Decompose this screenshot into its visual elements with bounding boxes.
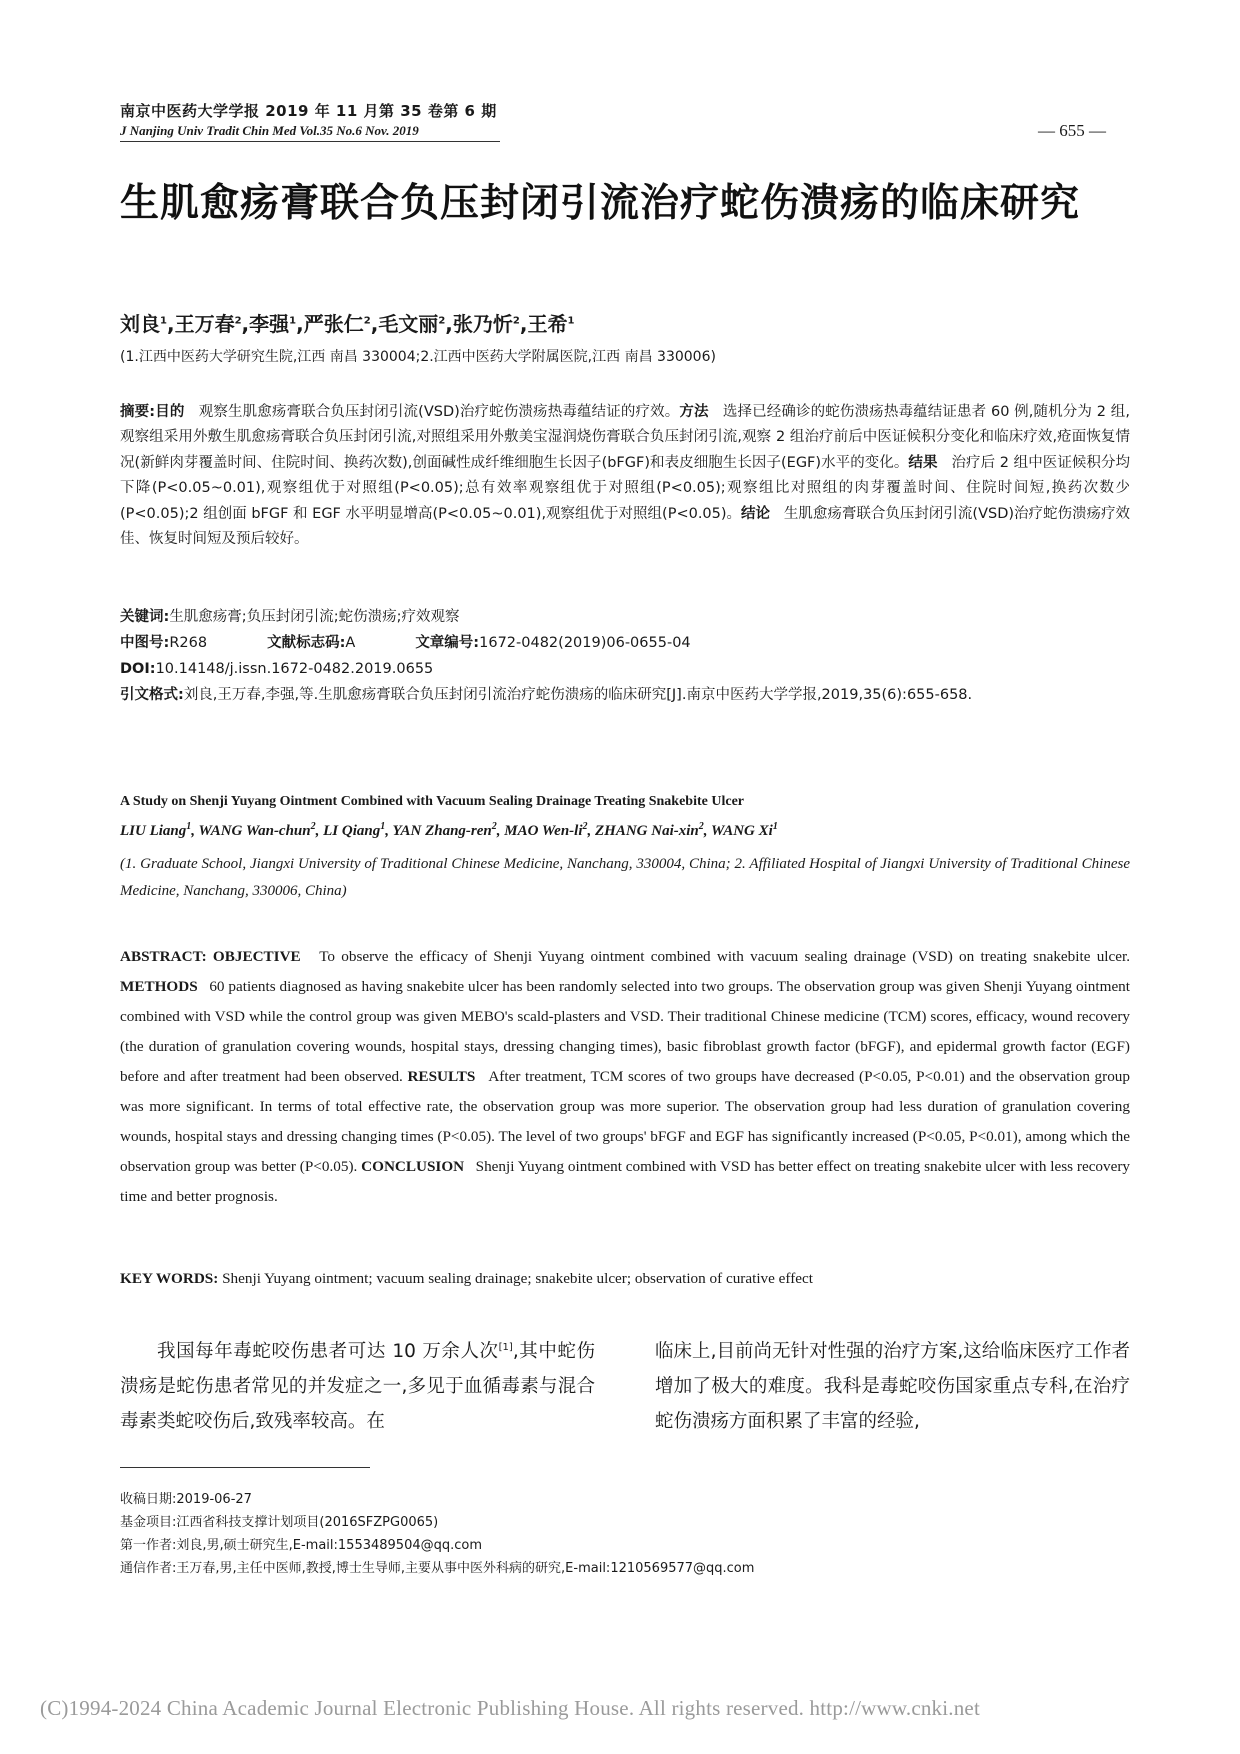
doi-label: DOI: — [120, 661, 156, 677]
reference-1: [1] — [498, 1341, 513, 1353]
doc-code-label: 文献标志码: — [267, 635, 346, 651]
received-date: 收稿日期:2019-06-27 — [120, 1492, 252, 1507]
fund-project: 基金项目:江西省科技支撑计划项目(2016SFZPG0065) — [120, 1515, 439, 1530]
author-en: LIU Liang$^1$ — [120, 821, 192, 839]
objective-label-cn: 目的 — [155, 404, 185, 420]
author-cn: 李强$^1$ — [249, 312, 297, 336]
author-en: YAN Zhang-ren$^2$ — [392, 821, 497, 839]
page-number: — 655 — — [1038, 121, 1106, 140]
body-text-left: 我国每年毒蛇咬伤患者可达 10 万余人次 — [157, 1341, 499, 1362]
footnote-divider — [120, 1467, 370, 1468]
citation-text: 刘良,王万春,李强,等.生肌愈疡膏联合负压封闭引流治疗蛇伤溃疡的临床研究[J].南京中医药大学学报,2019,35(6):655-658. — [183, 687, 973, 703]
results-text-en: After treatment, TCM scores of two groups have decreased (P<0.05, P<0.01) and the observation group was more significant. In terms of total effective rate, the observation group was more superior. The observation group had less duration of granulation covering wounds, hospital stays and dressing changing times (P<0.05). The level of two groups' bFGF and EGF has significantly increased (P<0.05, P<0.01), among which the observation group was better (P<0.05). — [120, 1068, 1130, 1175]
affiliation-en: (1. Graduate School, Jiangxi University of Traditional Chinese Medicine, Nanchang, 330004, China; 2. Affiliated Hospital of Jiangxi University of Traditional Chinese Medicine, Nanchang, 330006, China) — [120, 856, 1130, 899]
keywords-text-cn: 生肌愈疡膏;负压封闭引流;蛇伤溃疡;疗效观察 — [169, 609, 460, 625]
keywords-label-en: KEY WORDS: — [120, 1270, 219, 1287]
results-label-cn: 结果 — [908, 454, 938, 471]
body-column-left — [120, 1334, 595, 1439]
corresponding-author-note: 通信作者:王万春,男,主任中医师,教授,博士生导师,主要从事中医外科病的研究,E-mail:1210569577@qq.com — [120, 1561, 755, 1576]
doc-code-value: A — [345, 635, 356, 651]
journal-header — [120, 100, 500, 142]
affiliation-cn: (1.江西中医药大学研究生院,江西 南昌 330004;2.江西中医药大学附属医院,江西 南昌 330006) — [120, 349, 716, 365]
author-en: MAO Wen-$li^2$ — [504, 821, 588, 839]
results-text-cn: 治疗后 2 组中医证候积分均下降(P<0.05~0.01),观察组优于对照组(P<0.05);总有效率观察组优于对照组(P<0.05);观察组比对照组的肉芽覆盖时间、住院时间短,换药次数少(P<0.05);2 组创面 bFGF 和 EGF 水平明显增高(P<0.05~0.01),观察组优于对照组(P<0.05)。 — [120, 454, 1131, 522]
results-label-en: RESULTS — [407, 1068, 476, 1085]
copyright-watermark: (C)1994-2024 China Academic Journal Electronic Publishing House. All rights reserved. http://www.cnki.net — [40, 1696, 980, 1720]
citation-label: 引文格式: — [120, 687, 184, 703]
authors-en: LIU Liang$^1$, WANG Wan-chun$^2$, LI Qiang$^1$, YAN Zhang-ren$^2$, MAO Wen-$li^2$, ZHANG Nai-xin$^2$, WANG Xi$^1$ — [120, 821, 778, 839]
methods-text-en: 60 patients diagnosed as having snakebite ulcer has been randomly selected into two groups. The observation group was given Shenji Yuyang ointment combined with VSD while the control group was given MEBO's scald-plasters and VSD. Their traditional Chinese medicine (TCM) scores, efficacy, wound recovery (the duration of granulation covering wounds, hospital stays, dressing changing times), basic fibroblast growth factor (bFGF), and epidermal growth factor (EGF) before and after treatment had been observed. — [120, 978, 1130, 1085]
abstract-en — [120, 942, 1130, 1212]
conclusion-label-cn: 结论 — [741, 505, 771, 522]
author-cn: 刘良$^1$ — [120, 312, 167, 336]
doi-value: 10.14148/j.issn.1672-0482.2019.0655 — [155, 661, 434, 677]
journal-name-cn: 南京中医药大学学报 2019 年 11 月第 35 卷第 6 期 — [120, 102, 497, 120]
objective-label-en: OBJECTIVE — [212, 948, 301, 965]
author-en: LI Qiang$^1$ — [323, 821, 386, 839]
author-cn: 严张仁$^2$ — [303, 312, 371, 336]
abstract-label-en: ABSTRACT: — [120, 948, 207, 965]
authors-cn: 刘良$^1$,王万春$^2$,李强$^1$,严张仁$^2$,毛文丽$^2$,张乃忻$^2$,王希$^1$ — [120, 312, 575, 336]
author-cn: 张乃忻$^2$ — [452, 312, 520, 336]
citation-row — [120, 683, 1130, 708]
author-en: WANG Wan-chun$^2$ — [198, 821, 316, 839]
keywords-en — [120, 1270, 1130, 1288]
conclusion-label-en: CONCLUSION — [361, 1158, 465, 1175]
author-cn: 王希$^1$ — [527, 312, 575, 336]
author-en: ZHANG Nai-xin$^2$ — [595, 821, 704, 839]
objective-text-en: To observe the efficacy of Shenji Yuyang ointment combined with vacuum sealing drainage (VSD) on treating snakebite ulcer. — [319, 948, 1131, 965]
journal-name-en: J Nanjing Univ Tradit Chin Med Vol.35 No.6 Nov. 2019 — [120, 123, 500, 142]
body-column-right: 临床上,目前尚无针对性强的治疗方案,这给临床医疗工作者增加了极大的难度。我科是毒蛇咬伤国家重点专科,在治疗蛇伤溃疡方面积累了丰富的经验, — [655, 1341, 1130, 1432]
keywords-cn — [120, 605, 1130, 630]
footnotes — [120, 1488, 1130, 1580]
body-text-left-cont: ,其中蛇伤溃疡是蛇伤患者常见的并发症之一,多见于血循毒素与混合毒素类蛇咬伤后,致残率较高。在 — [120, 1341, 595, 1432]
methods-text-cn: 选择已经确诊的蛇伤溃疡热毒蕴结证患者 60 例,随机分为 2 组,观察组采用外敷生肌愈疡膏联合负压封闭引流,对照组采用外敷美宝湿润烧伤膏联合负压封闭引流,观察 2 组治疗前后中医证候积分变化和临床疗效,疮面恢复情况(新鲜肉芽覆盖时间、住院时间、换药次数),创面碱性成纤维细胞生长因子(bFGF)和表皮细胞生长因子(EGF)水平的变化。 — [120, 404, 1131, 471]
article-title-en: A Study on Shenji Yuyang Ointment Combined with Vacuum Sealing Drainage Treating Snakebite Ulcer — [120, 794, 745, 809]
author-cn: 毛文丽$^2$ — [378, 312, 446, 336]
conclusion-text-en: Shenji Yuyang ointment combined with VSD has better effect on treating snakebite ulcer with less recovery time and better prognosis. — [120, 1158, 1131, 1205]
article-title-cn: 生肌愈疡膏联合负压封闭引流治疗蛇伤溃疡的临床研究 — [120, 181, 1081, 226]
author-en: WANG Xi$^1$ — [711, 821, 778, 839]
clc-label: 中图号: — [120, 635, 170, 651]
clc-value: R268 — [169, 635, 208, 651]
keywords-text-en: Shenji Yuyang ointment; vacuum sealing drainage; snakebite ulcer; observation of curative effect — [222, 1270, 813, 1287]
conclusion-text-cn: 生肌愈疡膏联合负压封闭引流(VSD)治疗蛇伤溃疡疗效佳、恢复时间短及预后较好。 — [120, 505, 1131, 548]
first-author-note: 第一作者:刘良,男,硕士研究生,E-mail:1553489504@qq.com — [120, 1538, 483, 1553]
objective-text-cn: 观察生肌愈疡膏联合负压封闭引流(VSD)治疗蛇伤溃疡热毒蕴结证的疗效。 — [198, 404, 680, 420]
methods-label-en: METHODS — [120, 978, 198, 995]
abstract-cn — [120, 400, 1130, 552]
keywords-label-cn: 关键词: — [120, 609, 170, 625]
article-no-value: 1672-0482(2019)06-0655-04 — [479, 635, 691, 651]
classification-row — [120, 631, 1130, 656]
article-no-label: 文章编号: — [415, 635, 480, 651]
methods-label-cn: 方法 — [679, 404, 709, 420]
author-cn: 王万春$^2$ — [174, 312, 242, 336]
abstract-label-cn: 摘要: — [120, 404, 156, 420]
doi-row — [120, 657, 1130, 682]
